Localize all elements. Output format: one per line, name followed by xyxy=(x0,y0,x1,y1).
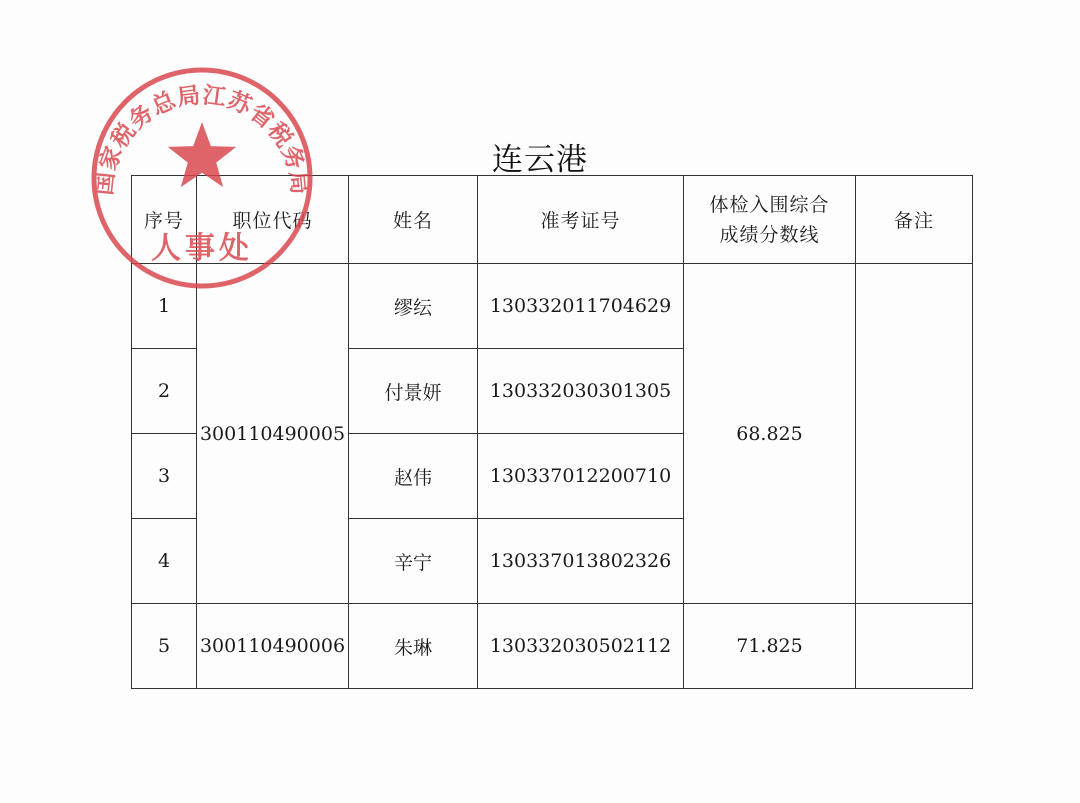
row-index: 1 xyxy=(132,264,197,349)
header-name: 姓名 xyxy=(349,176,478,264)
exam-number: 130337013802326 xyxy=(478,519,684,604)
score-line-cell: 68.825 xyxy=(684,264,856,604)
row-index: 2 xyxy=(132,349,197,434)
score-line-cell: 71.825 xyxy=(684,604,856,689)
header-score-line-1: 体检入围综合 xyxy=(709,193,830,216)
header-score-line-2: 成绩分数线 xyxy=(719,223,820,246)
seal-arc-textpath: 国家税务总局江苏省税务局 xyxy=(91,82,313,197)
header-remark: 备注 xyxy=(856,176,973,264)
page-title: 连云港 xyxy=(492,142,588,178)
candidate-name: 缪纭 xyxy=(349,264,478,349)
exam-number: 130337012200710 xyxy=(478,434,684,519)
candidate-name: 辛宁 xyxy=(349,519,478,604)
table-row xyxy=(132,604,973,689)
row-index: 4 xyxy=(132,519,197,604)
exam-number: 130332030502112 xyxy=(478,604,684,689)
row-index: 3 xyxy=(132,434,197,519)
remark-cell xyxy=(856,604,973,689)
candidate-name: 付景妍 xyxy=(349,349,478,434)
table-header-row xyxy=(132,176,973,264)
row-index: 5 xyxy=(132,604,197,689)
exam-number: 130332011704629 xyxy=(478,264,684,349)
header-score-line xyxy=(684,176,856,264)
remark-cell xyxy=(856,264,973,604)
table-row xyxy=(132,264,973,349)
header-index: 序号 xyxy=(132,176,197,264)
candidate-name: 朱琳 xyxy=(349,604,478,689)
header-exam-number: 准考证号 xyxy=(478,176,684,264)
position-code-cell: 300110490006 xyxy=(197,604,349,689)
seal-bottom-text: 人事处 xyxy=(151,231,253,266)
candidate-name: 赵伟 xyxy=(349,434,478,519)
exam-number: 130332030301305 xyxy=(478,349,684,434)
candidate-table xyxy=(131,175,973,689)
header-position-code: 职位代码 xyxy=(197,176,349,264)
position-code-cell: 300110490005 xyxy=(197,264,349,604)
